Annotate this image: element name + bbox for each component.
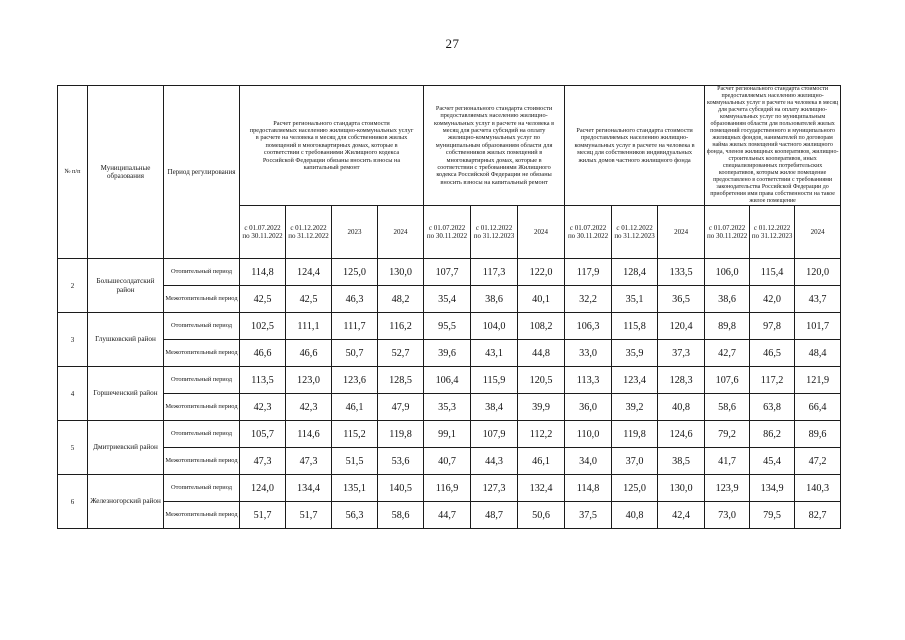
value-cell: 86,2 (750, 421, 795, 448)
subheader-period: 2023 (332, 206, 378, 259)
value-cell: 56,3 (332, 502, 378, 529)
row-number: 3 (58, 313, 88, 367)
value-cell: 35,4 (424, 286, 471, 313)
value-cell: 108,2 (518, 313, 565, 340)
subheader-period: с 01.12.2022 по 31.12.2022 (286, 206, 332, 259)
value-cell: 46,3 (332, 286, 378, 313)
header-row-groups (58, 86, 841, 206)
table-row (58, 313, 841, 340)
value-cell: 121,9 (795, 367, 841, 394)
value-cell: 135,1 (332, 475, 378, 502)
table-row (58, 367, 841, 394)
value-cell: 132,4 (518, 475, 565, 502)
value-cell: 128,3 (658, 367, 705, 394)
value-cell: 82,7 (795, 502, 841, 529)
value-cell: 79,2 (705, 421, 750, 448)
subheader-period: 2024 (795, 206, 841, 259)
value-cell: 115,9 (471, 367, 518, 394)
value-cell: 79,5 (750, 502, 795, 529)
value-cell: 50,6 (518, 502, 565, 529)
value-cell: 106,4 (424, 367, 471, 394)
value-cell: 124,6 (658, 421, 705, 448)
value-cell: 114,8 (565, 475, 612, 502)
value-cell: 128,5 (378, 367, 424, 394)
value-cell: 41,7 (705, 448, 750, 475)
value-cell: 117,9 (565, 259, 612, 286)
value-cell: 125,0 (332, 259, 378, 286)
value-cell: 107,7 (424, 259, 471, 286)
period-label: Межотопительный период (164, 448, 240, 475)
value-cell: 127,3 (471, 475, 518, 502)
value-cell: 45,4 (750, 448, 795, 475)
value-cell: 116,9 (424, 475, 471, 502)
value-cell: 123,6 (332, 367, 378, 394)
value-cell: 89,6 (795, 421, 841, 448)
value-cell: 40,1 (518, 286, 565, 313)
value-cell: 42,5 (286, 286, 332, 313)
value-cell: 48,4 (795, 340, 841, 367)
value-cell: 52,7 (378, 340, 424, 367)
table-row (58, 340, 841, 367)
value-cell: 124,4 (286, 259, 332, 286)
value-cell: 36,0 (565, 394, 612, 421)
municipality-name: Горшеченский район (88, 367, 164, 421)
value-cell: 106,0 (705, 259, 750, 286)
subheader-period: с 01.07.2022 по 30.11.2022 (565, 206, 612, 259)
value-cell: 58,6 (705, 394, 750, 421)
header-group-3: Расчет регионального стандарта стоимости предоставляемых населению жилищно-коммунальных услуг в расчете на человека в месяц для собственников индивидуальных жилых домов частного жилищного фонда (565, 86, 705, 206)
value-cell: 44,3 (471, 448, 518, 475)
municipality-name: Глушковский район (88, 313, 164, 367)
value-cell: 50,7 (332, 340, 378, 367)
table-row (58, 286, 841, 313)
value-cell: 42,7 (705, 340, 750, 367)
value-cell: 140,3 (795, 475, 841, 502)
value-cell: 40,8 (658, 394, 705, 421)
value-cell: 125,0 (612, 475, 658, 502)
value-cell: 97,8 (750, 313, 795, 340)
value-cell: 38,6 (471, 286, 518, 313)
value-cell: 73,0 (705, 502, 750, 529)
value-cell: 128,4 (612, 259, 658, 286)
period-label: Отопительный период (164, 313, 240, 340)
value-cell: 37,0 (612, 448, 658, 475)
value-cell: 134,9 (750, 475, 795, 502)
subheader-period: 2024 (518, 206, 565, 259)
value-cell: 53,6 (378, 448, 424, 475)
value-cell: 44,7 (424, 502, 471, 529)
value-cell: 110,0 (565, 421, 612, 448)
value-cell: 51,7 (286, 502, 332, 529)
period-label: Межотопительный период (164, 286, 240, 313)
value-cell: 34,0 (565, 448, 612, 475)
subheader-period: с 01.12.2022 по 31.12.2023 (471, 206, 518, 259)
municipality-name: Дмитриевский район (88, 421, 164, 475)
value-cell: 42,5 (240, 286, 286, 313)
value-cell: 42,4 (658, 502, 705, 529)
period-label: Отопительный период (164, 367, 240, 394)
value-cell: 107,6 (705, 367, 750, 394)
value-cell: 38,6 (705, 286, 750, 313)
value-cell: 114,6 (286, 421, 332, 448)
value-cell: 115,8 (612, 313, 658, 340)
table-row (58, 448, 841, 475)
subheader-period: с 01.07.2022 по 30.11.2022 (705, 206, 750, 259)
value-cell: 104,0 (471, 313, 518, 340)
value-cell: 95,5 (424, 313, 471, 340)
value-cell: 32,2 (565, 286, 612, 313)
value-cell: 120,5 (518, 367, 565, 394)
header-municipality: Муниципальные образования (88, 86, 164, 259)
value-cell: 130,0 (658, 475, 705, 502)
value-cell: 120,4 (658, 313, 705, 340)
value-cell: 123,0 (286, 367, 332, 394)
period-label: Межотопительный период (164, 394, 240, 421)
value-cell: 120,0 (795, 259, 841, 286)
value-cell: 38,4 (471, 394, 518, 421)
value-cell: 106,3 (565, 313, 612, 340)
value-cell: 119,8 (378, 421, 424, 448)
subheader-period: 2024 (378, 206, 424, 259)
value-cell: 114,8 (240, 259, 286, 286)
value-cell: 134,4 (286, 475, 332, 502)
subheader-period: с 01.12.2022 по 31.12.2023 (750, 206, 795, 259)
value-cell: 101,7 (795, 313, 841, 340)
value-cell: 113,3 (565, 367, 612, 394)
value-cell: 48,7 (471, 502, 518, 529)
value-cell: 140,5 (378, 475, 424, 502)
value-cell: 33,0 (565, 340, 612, 367)
value-cell: 102,5 (240, 313, 286, 340)
value-cell: 46,6 (286, 340, 332, 367)
value-cell: 117,3 (471, 259, 518, 286)
value-cell: 39,2 (612, 394, 658, 421)
value-cell: 47,2 (795, 448, 841, 475)
period-label: Межотопительный период (164, 340, 240, 367)
value-cell: 119,8 (612, 421, 658, 448)
value-cell: 107,9 (471, 421, 518, 448)
value-cell: 115,4 (750, 259, 795, 286)
value-cell: 99,1 (424, 421, 471, 448)
value-cell: 37,3 (658, 340, 705, 367)
subheader-period: 2024 (658, 206, 705, 259)
value-cell: 89,8 (705, 313, 750, 340)
header-num: № п/п (58, 86, 88, 259)
value-cell: 37,5 (565, 502, 612, 529)
value-cell: 130,0 (378, 259, 424, 286)
value-cell: 111,7 (332, 313, 378, 340)
period-label: Межотопительный период (164, 502, 240, 529)
value-cell: 111,1 (286, 313, 332, 340)
header-period: Период регулирования (164, 86, 240, 259)
value-cell: 35,3 (424, 394, 471, 421)
value-cell: 66,4 (795, 394, 841, 421)
value-cell: 38,5 (658, 448, 705, 475)
value-cell: 43,1 (471, 340, 518, 367)
table-row (58, 475, 841, 502)
value-cell: 105,7 (240, 421, 286, 448)
value-cell: 46,5 (750, 340, 795, 367)
value-cell: 42,0 (750, 286, 795, 313)
value-cell: 47,9 (378, 394, 424, 421)
municipality-name: Большесолдатский район (88, 259, 164, 313)
value-cell: 116,2 (378, 313, 424, 340)
value-cell: 51,7 (240, 502, 286, 529)
subheader-period: с 01.07.2022 по 30.11.2022 (240, 206, 286, 259)
value-cell: 123,4 (612, 367, 658, 394)
table-row (58, 502, 841, 529)
row-number: 2 (58, 259, 88, 313)
value-cell: 133,5 (658, 259, 705, 286)
value-cell: 35,1 (612, 286, 658, 313)
value-cell: 115,2 (332, 421, 378, 448)
value-cell: 36,5 (658, 286, 705, 313)
row-number: 6 (58, 475, 88, 529)
value-cell: 40,8 (612, 502, 658, 529)
value-cell: 43,7 (795, 286, 841, 313)
value-cell: 39,6 (424, 340, 471, 367)
value-cell: 123,9 (705, 475, 750, 502)
value-cell: 46,1 (518, 448, 565, 475)
period-label: Отопительный период (164, 475, 240, 502)
value-cell: 51,5 (332, 448, 378, 475)
value-cell: 48,2 (378, 286, 424, 313)
header-group-2: Расчет регионального стандарта стоимости предоставляемых населению жилищно-коммунальных услуг в расчете на человека в месяц для расчета субсидий на оплату жилищно-коммунальных услуг по муниципальным образованиям области для собственников жилых помещений в многоквартирных домах, которые в соответствии с требованиями Жилищного кодекса Российской Федерации не обязаны вносить взносы на капитальный ремонт (424, 86, 565, 206)
value-cell: 122,0 (518, 259, 565, 286)
value-cell: 42,3 (286, 394, 332, 421)
value-cell: 42,3 (240, 394, 286, 421)
table-row (58, 394, 841, 421)
value-cell: 40,7 (424, 448, 471, 475)
value-cell: 47,3 (240, 448, 286, 475)
value-cell: 124,0 (240, 475, 286, 502)
table-row (58, 259, 841, 286)
value-cell: 47,3 (286, 448, 332, 475)
period-label: Отопительный период (164, 421, 240, 448)
page-number: 27 (445, 36, 460, 51)
value-cell: 46,1 (332, 394, 378, 421)
value-cell: 35,9 (612, 340, 658, 367)
row-number: 5 (58, 421, 88, 475)
regional-standard-table (57, 85, 841, 529)
value-cell: 39,9 (518, 394, 565, 421)
header-group-4: Расчет регионального стандарта стоимости предоставляемых населению жилищно-коммунальных услуг в расчете на человека в месяц для расчета субсидий на оплату жилищно-коммунальных услуг по муниципальным образованиям области для пользователей жилых помещений государственного и муниципального жилищных фондов, нанимателей по договорам найма жилых помещений частного жилищного фонда, членов жилищных кооперативов, жилищно-строительных кооперативов, иных специализированных потребительских кооперативов, которым жилое помещение предоставлено в соответствии с требованиями законодательства Российской Федерации до приобретения ими права собственности на такое жилое помещение (705, 86, 841, 206)
value-cell: 63,8 (750, 394, 795, 421)
value-cell: 113,5 (240, 367, 286, 394)
row-number: 4 (58, 367, 88, 421)
municipality-name: Железногорский район (88, 475, 164, 529)
subheader-period: с 01.12.2022 по 31.12.2023 (612, 206, 658, 259)
value-cell: 112,2 (518, 421, 565, 448)
value-cell: 117,2 (750, 367, 795, 394)
subheader-period: с 01.07.2022 по 30.11.2022 (424, 206, 471, 259)
table-row (58, 421, 841, 448)
value-cell: 44,8 (518, 340, 565, 367)
period-label: Отопительный период (164, 259, 240, 286)
value-cell: 46,6 (240, 340, 286, 367)
header-group-1: Расчет регионального стандарта стоимости предоставляемых населению жилищно-коммунальных услуг в расчете на человека в месяц для собственников жилых помещений в многоквартирных домах, которые в соответствии с требованиями Жилищного кодекса Российской Федерации обязаны вносить взносы на капитальный ремонт (240, 86, 424, 206)
value-cell: 58,6 (378, 502, 424, 529)
